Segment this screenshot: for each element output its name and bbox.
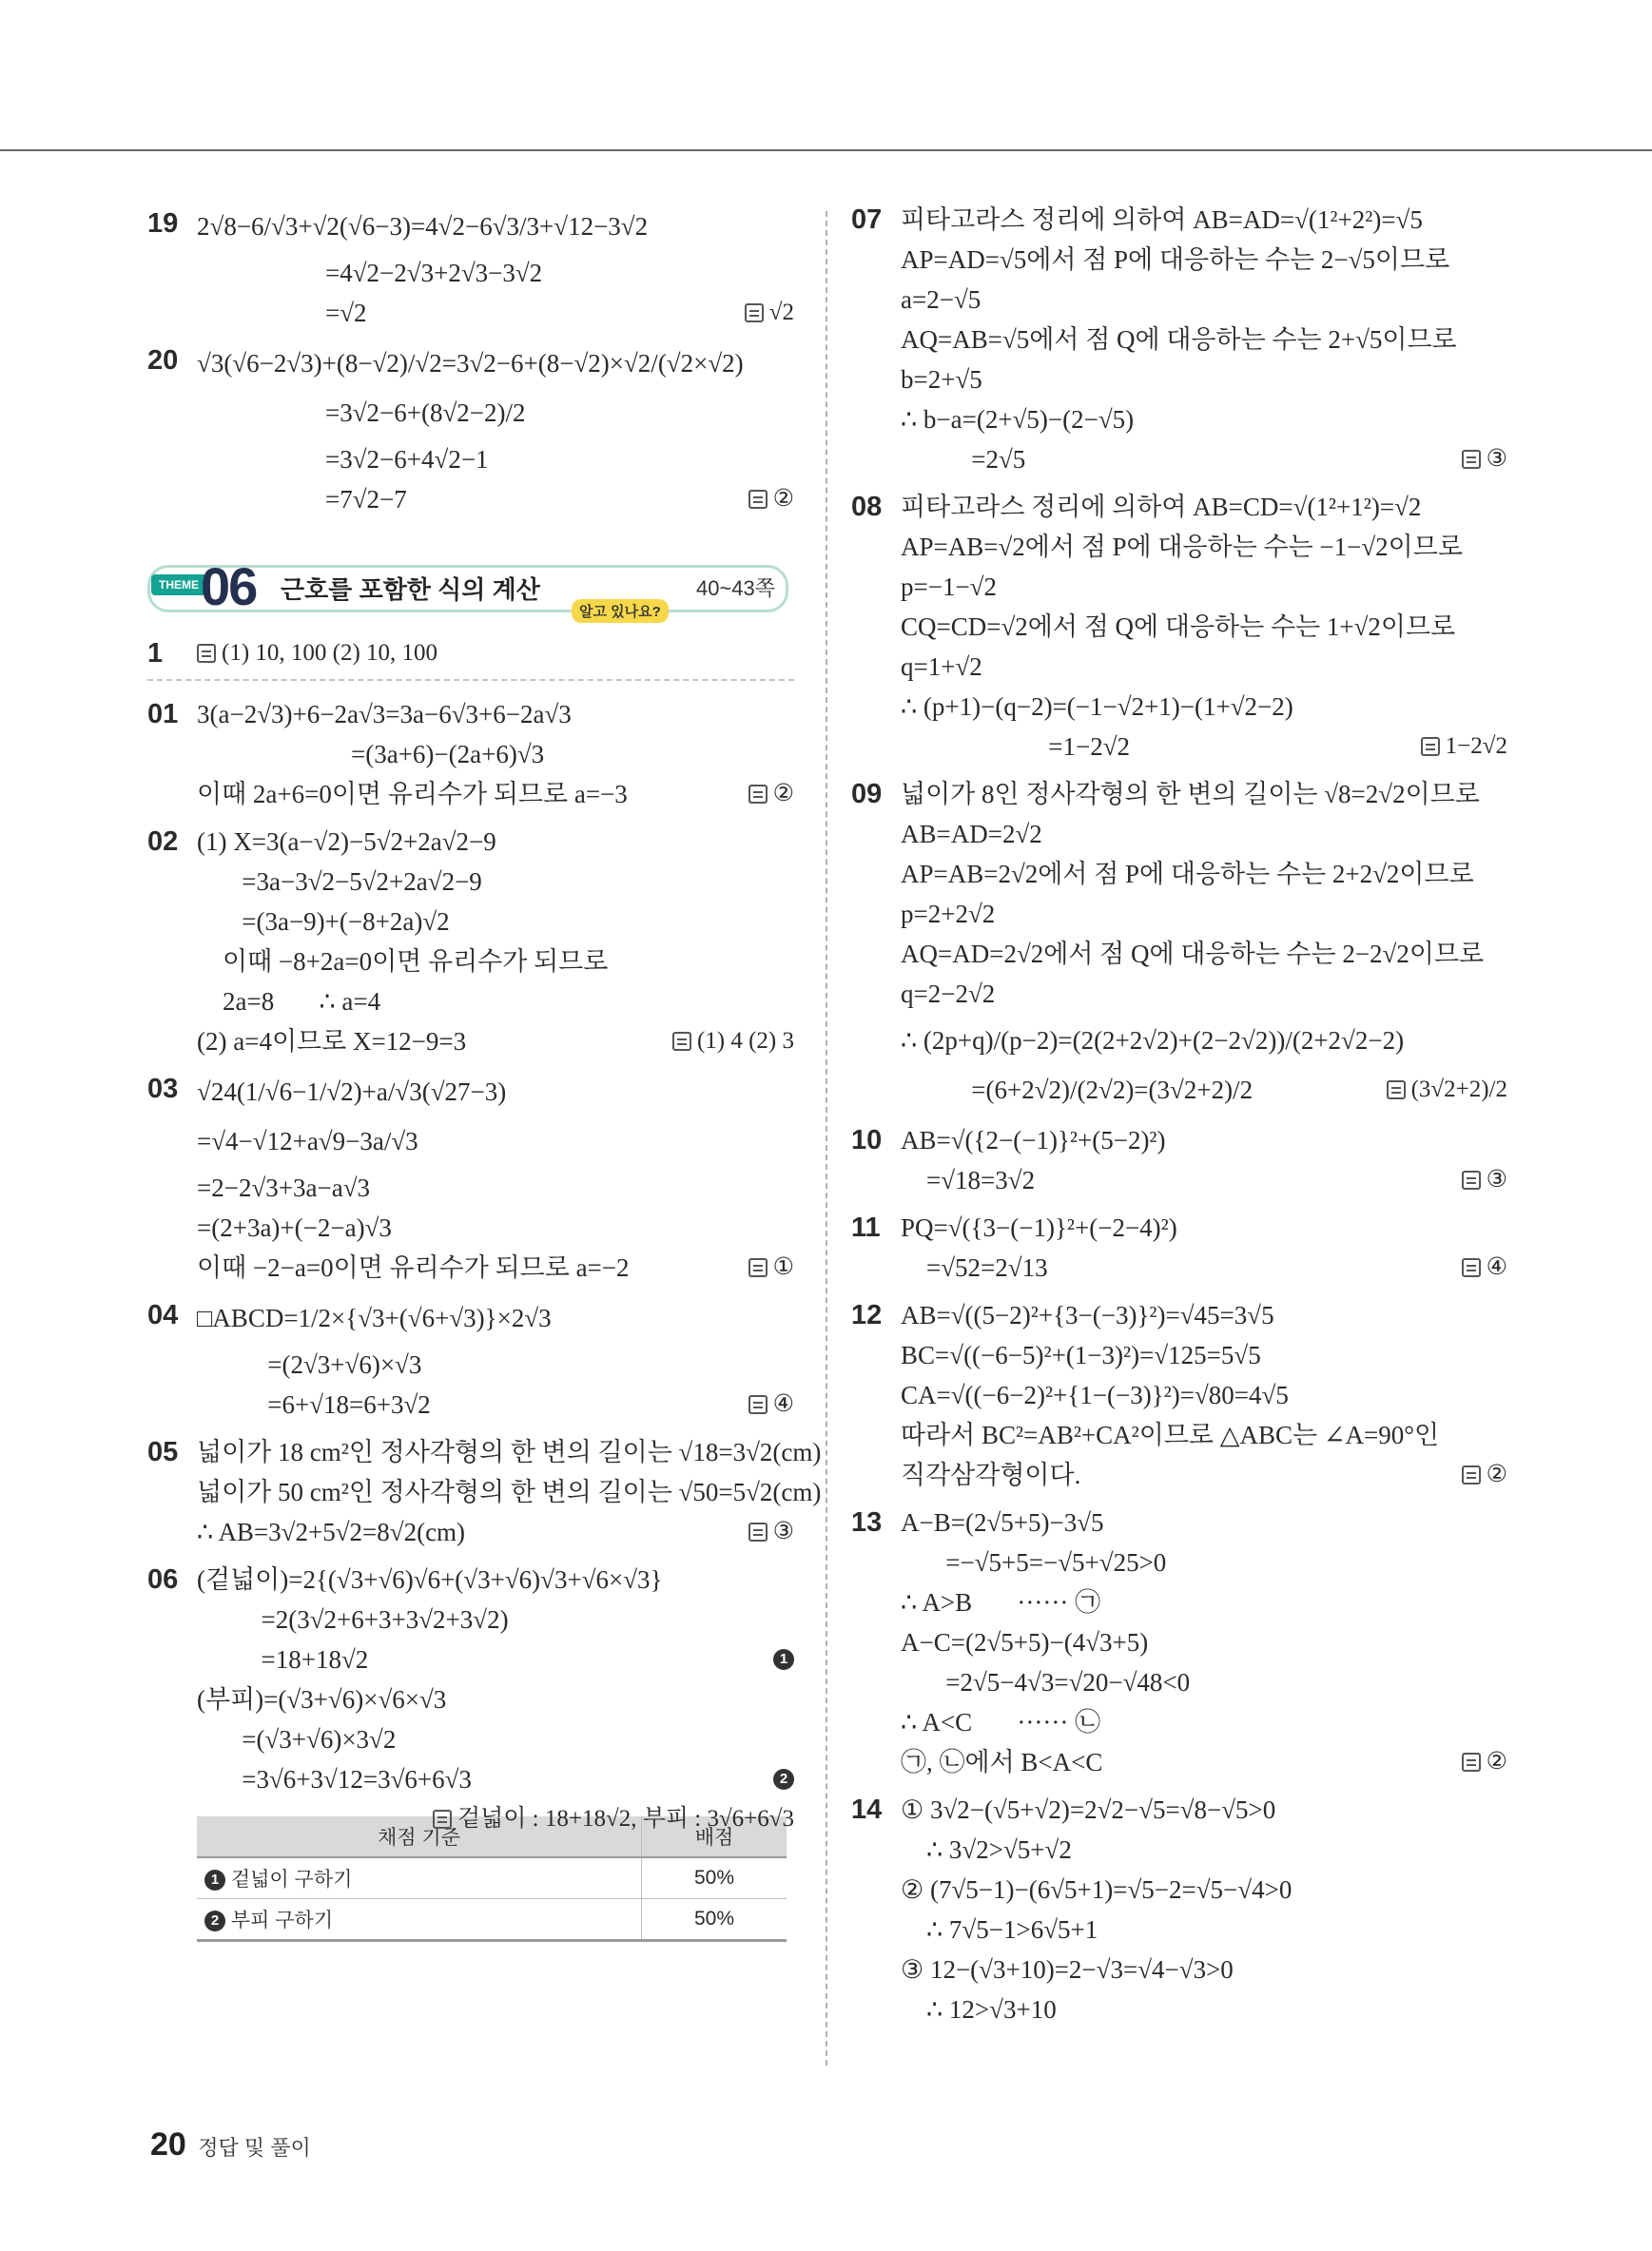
solution-line: [197, 694, 794, 734]
answer: [672, 1021, 794, 1061]
answer-text: ①: [772, 1254, 794, 1280]
answer: [745, 293, 794, 333]
solution-line: [197, 439, 794, 479]
solution-text: 이때 −2−a=0이면 유리수가 되므로 a=−2: [197, 1253, 630, 1282]
problem-number: 09: [851, 779, 883, 809]
solution-text: =3√6+3√12=3√6+6√3: [197, 1765, 472, 1794]
solution-line: [197, 293, 794, 333]
solution-line: [197, 1385, 794, 1425]
answer-icon: [672, 1032, 691, 1051]
solution-line: [901, 527, 1507, 567]
problem-number: 03: [147, 1074, 179, 1104]
solution-line: [197, 253, 794, 293]
solution-line: [197, 774, 794, 814]
answer: [748, 1248, 794, 1288]
solution-text: CA=√((−6−2)²+{1−(−3)}²)=√80=4√5: [901, 1381, 1289, 1409]
solution-text: 이때 −8+2a=0이면 유리수가 되므로: [197, 947, 609, 976]
solution-text: =2(3√2+6+3+3√2+3√2): [197, 1605, 509, 1634]
solution-text: =(2√3+√6)×√3: [197, 1350, 422, 1379]
solution-text: ∴ (p+1)−(q−2)=(−1−√2+1)−(1+√2−2): [901, 692, 1293, 721]
solution-text: 2√8−6/√3+√2(√6−3)=4√2−6√3/3+√12−3√2: [197, 212, 649, 241]
solution-text: (1) X=3(a−√2)−5√2+2a√2−9: [197, 827, 496, 856]
answer-text: ②: [1486, 1462, 1507, 1487]
solution-text: =3√2−6+4√2−1: [197, 445, 489, 474]
problem-02: [147, 822, 794, 1061]
solution-text: A−C=(2√5+5)−(4√3+5): [901, 1628, 1149, 1657]
solution-text: q=2−2√2: [901, 980, 996, 1008]
solution-line: [901, 1830, 1507, 1870]
answer-icon: [748, 1258, 768, 1277]
solution-text: 넓이가 18 cm²인 정사각형의 한 변의 길이는 √18=3√2(cm): [197, 1438, 822, 1466]
solution-text: =√52=2√13: [901, 1253, 1048, 1282]
answer: [1462, 1248, 1507, 1288]
score-points: 50%: [642, 1857, 787, 1899]
solution-text: =3a−3√2−5√2+2a√2−9: [197, 867, 482, 896]
problem-04: [147, 1295, 794, 1425]
theme-number: 06: [201, 556, 257, 616]
solution-text: ① 3√2−(√5+√2)=2√2−√5=√8−√5>0: [901, 1795, 1276, 1824]
solution-text: (겉넓이)=2{(√3+√6)√6+(√3+√6)√3+√6×√3}: [197, 1565, 663, 1594]
solution-text: ③ 12−(√3+10)=2−√3=√4−√3>0: [901, 1955, 1234, 1984]
answer-icon: [1462, 1753, 1481, 1772]
theme-pages: 40~43쪽: [695, 576, 775, 600]
problem-number: 08: [851, 492, 883, 522]
answer-text: ③: [772, 1519, 794, 1544]
answer-icon: [197, 644, 216, 663]
solution-line: [901, 1295, 1507, 1335]
solution-text: 넓이가 50 cm²인 정사각형의 한 변의 길이는 √50=5√2(cm): [197, 1478, 822, 1506]
answer-icon: [748, 1523, 768, 1542]
problem-number: 10: [851, 1125, 883, 1155]
answer: [1462, 439, 1507, 479]
solution-line: [901, 727, 1507, 767]
solution-text: □ABCD=1/2×{√3+(√6+√3)}×2√3: [197, 1304, 552, 1332]
answer-icon: [1387, 1080, 1406, 1099]
solution-line: [197, 1432, 822, 1472]
answer-text: 겉넓이 : 18+18√2, 부피 : 3√6+6√3: [457, 1806, 794, 1832]
solution-line: [197, 822, 794, 862]
solution-text: AP=AB=√2에서 점 P에 대응하는 수는 −1−√2이므로: [901, 533, 1463, 561]
solution-text: b=2+√5: [901, 365, 982, 394]
solution-text: 따라서 BC²=AB²+CA²이므로 △ABC는 ∠A=90°인: [901, 1421, 1440, 1449]
page-label: 정답 및 풀이: [198, 2136, 311, 2160]
problem-19: [147, 204, 794, 333]
answer-text: ②: [772, 781, 794, 806]
solution-line: [197, 1248, 794, 1288]
solution-line: [901, 1543, 1507, 1582]
solution-line: [197, 1719, 794, 1759]
problem-01: [147, 694, 794, 814]
step-marker: 2: [204, 1911, 225, 1931]
solution-text: p=2+2√2: [901, 900, 996, 928]
step-marker: 2: [773, 1769, 794, 1790]
solution-line: [197, 862, 794, 902]
left-problems-top: [147, 204, 794, 519]
solution-line: [901, 280, 1507, 320]
solution-line: [901, 320, 1507, 359]
solution-line: [901, 647, 1507, 687]
solution-text: =√2: [197, 299, 367, 327]
solution-text: AQ=AB=√5에서 점 Q에 대응하는 수는 2+√5이므로: [901, 325, 1457, 354]
solution-line: [197, 1679, 794, 1719]
solution-line: [197, 204, 794, 249]
answer: [433, 1799, 794, 1839]
problem-number: 20: [147, 345, 179, 376]
solution-line: [901, 399, 1507, 439]
problem-number: 06: [147, 1564, 179, 1595]
solution-text: (부피)=(√3+√6)×√6×√3: [197, 1685, 447, 1714]
solution-text: AB=AD=2√2: [901, 820, 1042, 848]
solution-text: =6+√18=6+3√2: [197, 1390, 431, 1419]
solution-text: ∴ 12>√3+10: [901, 1995, 1057, 2024]
solution-text: PQ=√({3−(−1)}²+(−2−4)²): [901, 1213, 1177, 1242]
problem-number: 12: [851, 1300, 883, 1330]
problem-03: [147, 1069, 794, 1288]
solution-line: [197, 340, 794, 386]
score-criteria: 겉넓이 구하기: [230, 1869, 353, 1891]
solution-line: [901, 1622, 1507, 1662]
answer: [1421, 727, 1507, 767]
solution-text: (2) a=4이므로 X=12−9=3: [197, 1027, 467, 1056]
solution-line: [901, 607, 1507, 647]
solution-text: ∴ 3√2>√5+√2: [901, 1835, 1072, 1864]
solution-text: 3(a−2√3)+6−2a√3=3a−6√3+6−2a√3: [197, 700, 572, 728]
solution-line: [901, 1120, 1507, 1160]
problem-number: 04: [147, 1300, 179, 1330]
solution-text: ∴ A>B ······ ㉠: [901, 1588, 1101, 1617]
page-number: 20: [150, 2126, 186, 2163]
answer-icon: [1421, 737, 1440, 756]
solution-text: a=2−√5: [901, 285, 981, 314]
solution-text: =√18=3√2: [901, 1166, 1036, 1194]
solution-line: [197, 1168, 794, 1208]
solution-line: [901, 359, 1507, 399]
solution-line: [901, 1335, 1507, 1375]
solution-line: [901, 240, 1507, 280]
solution-text: 이때 2a+6=0이면 유리수가 되므로 a=−3: [197, 780, 628, 808]
problem-number: 05: [147, 1437, 179, 1467]
problem-06: [147, 1560, 794, 1832]
solution-text: 피타고라스 정리에 의하여 AB=CD=√(1²+1²)=√2: [901, 493, 1422, 521]
problem-14: [851, 1790, 1507, 2029]
solution-text: ∴ b−a=(2+√5)−(2−√5): [901, 405, 1135, 434]
solution-text: =(6+2√2)/(2√2)=(3√2+2)/2: [901, 1076, 1254, 1104]
solution-line: [901, 974, 1507, 1014]
theme-header: [147, 556, 794, 620]
answer-text: 1−2√2: [1445, 733, 1507, 759]
answer: [748, 1385, 794, 1425]
solution-line: [197, 1295, 794, 1341]
solution-line: [901, 487, 1507, 527]
solution-line: [197, 1208, 794, 1248]
answer: [1462, 1742, 1507, 1782]
answer-text: (1) 4 (2) 3: [696, 1028, 794, 1054]
problem-number: 14: [851, 1795, 883, 1825]
problem-number: 07: [851, 204, 883, 235]
solution-line: [197, 1512, 794, 1552]
score-points: 50%: [642, 1899, 787, 1941]
solution-text: AB=√((5−2)²+{3−(−3)}²)=√45=3√5: [901, 1301, 1274, 1329]
answer-icon: [745, 303, 764, 322]
solution-line: [197, 734, 794, 774]
solution-text: √24(1/√6−1/√2)+a/√3(√27−3): [197, 1077, 507, 1106]
score-header-points: 배점: [642, 1816, 787, 1857]
solution-text: =(3a+6)−(2a+6)√3: [197, 740, 545, 768]
solution-line: [197, 981, 794, 1021]
solution-text: q=1+√2: [901, 652, 982, 681]
solution-line: [901, 894, 1507, 934]
answer: [748, 1512, 794, 1552]
solution-line: [901, 854, 1507, 894]
table-row: [197, 1857, 787, 1899]
solution-line: [901, 200, 1507, 240]
solution-line: [197, 1069, 794, 1115]
solution-line: [901, 687, 1507, 727]
solution-text: =(2+3a)+(−2−a)√3: [197, 1213, 392, 1242]
solution-line: [197, 941, 794, 981]
solution-text: =−√5+5=−√5+√25>0: [901, 1548, 1167, 1577]
problem-08: [851, 487, 1507, 767]
solution-text: 피타고라스 정리에 의하여 AB=AD=√(1²+2²)=√5: [901, 205, 1423, 234]
solution-text: ㉠, ㉡에서 B<A<C: [901, 1748, 1103, 1776]
problem-number: 11: [851, 1213, 881, 1243]
answer-icon: [748, 785, 768, 804]
score-header-criteria: 채점 기준: [197, 1816, 642, 1857]
solution-line: [901, 439, 1507, 479]
problem-number: 1: [147, 638, 164, 669]
solution-text: √3(√6−2√3)+(8−√2)/√2=3√2−6+(8−√2)×√2/(√2×√2): [197, 349, 744, 378]
problem-07: [851, 200, 1507, 479]
answer-icon: [748, 490, 768, 509]
solution-line: [901, 1375, 1507, 1415]
solution-text: =1−2√2: [901, 732, 1131, 761]
solution-text: 직각삼각형이다.: [901, 1461, 1081, 1489]
solution-text: AQ=AD=2√2에서 점 Q에 대응하는 수는 2−2√2이므로: [901, 940, 1485, 968]
answer: [1387, 1067, 1507, 1113]
solution-text: =2√5: [901, 445, 1026, 474]
problem-12: [851, 1295, 1507, 1495]
problem-10: [851, 1120, 1507, 1200]
solution-text: p=−1−√2: [901, 572, 997, 601]
solution-text: =(3a−9)+(−8+2a)√2: [197, 907, 450, 936]
solution-text: ② (7√5−1)−(6√5+1)=√5−2=√5−√4>0: [901, 1875, 1292, 1904]
problem-11: [851, 1208, 1507, 1288]
table-row: [197, 1899, 787, 1941]
solution-line: [901, 774, 1507, 814]
answer-text: ③: [1486, 446, 1507, 472]
solution-text: AB=√({2−(−1)}²+(5−2)²): [901, 1126, 1166, 1155]
solution-text: AP=AD=√5에서 점 P에 대응하는 수는 2−√5이므로: [901, 245, 1450, 274]
solution-line: [901, 1790, 1507, 1830]
solution-line: [901, 1503, 1507, 1543]
solution-line: [901, 1702, 1507, 1742]
answer-text: ②: [1486, 1749, 1507, 1775]
solution-line: [197, 1472, 822, 1512]
solution-text: BC=√((−6−5)²+(1−3)²)=√125=5√5: [901, 1341, 1261, 1369]
solution-text: 2a=8 ∴ a=4: [197, 987, 381, 1016]
answer-text: ③: [1486, 1167, 1507, 1193]
solution-text: =18+18√2: [197, 1645, 369, 1674]
solution-text: 넓이가 8인 정사각형의 한 변의 길이는 √8=2√2이므로: [901, 780, 1480, 808]
solution-line: [197, 1021, 794, 1061]
solution-line: [197, 902, 794, 941]
solution-text: =2√5−4√3=√20−√48<0: [901, 1668, 1191, 1697]
solution-text: ∴ 7√5−1>6√5+1: [901, 1915, 1098, 1944]
answer-icon: [1462, 1171, 1481, 1190]
answer-text: √2: [768, 300, 794, 325]
solution-line: [901, 1208, 1507, 1248]
score-criteria: 부피 구하기: [230, 1910, 334, 1931]
solution-line: [197, 479, 794, 519]
solution-text: ∴ (2p+q)/(p−2)=(2(2+2√2)+(2−2√2))/(2+2√2−2): [901, 1026, 1405, 1055]
problem-09: [851, 774, 1507, 1113]
solution-text: ∴ A<C ······ ㉡: [901, 1708, 1101, 1737]
answer: [748, 774, 794, 814]
solution-line: [197, 1118, 794, 1164]
problem-1-answer: (1) 10, 100 (2) 10, 100: [222, 640, 438, 666]
step-marker: 1: [773, 1649, 794, 1670]
solution-line: [901, 1950, 1507, 1989]
theme-tag: THEME: [151, 574, 206, 595]
right-column: [851, 200, 1507, 2037]
problem-05: [147, 1432, 822, 1552]
answer-text: ④: [772, 1391, 794, 1417]
solution-line: [901, 1910, 1507, 1950]
solution-line: [901, 1067, 1507, 1113]
problem-1: [147, 633, 794, 681]
solution-line: [901, 934, 1507, 974]
right-problems: [851, 200, 1507, 2029]
solution-line: [901, 1662, 1507, 1702]
solution-text: AP=AB=2√2에서 점 P에 대응하는 수는 2+2√2이므로: [901, 860, 1474, 888]
solution-line: [901, 1018, 1507, 1063]
theme-badge: 알고 있나요?: [572, 599, 669, 623]
left-column: [147, 200, 822, 1942]
solution-line: [901, 814, 1507, 854]
answer-text: ②: [772, 486, 794, 512]
solution-text: =(√3+√6)×3√2: [197, 1725, 397, 1754]
problem-number: 01: [147, 699, 179, 729]
solution-line: [197, 390, 794, 436]
left-problems-bottom: [147, 694, 822, 1832]
problem-number: 02: [147, 826, 179, 857]
solution-line: [901, 567, 1507, 607]
solution-text: ∴ AB=3√2+5√2=8√2(cm): [197, 1518, 466, 1546]
solution-line: [197, 1560, 794, 1600]
problem-20: [147, 340, 794, 519]
solution-line: [901, 1415, 1507, 1455]
problem-13: [851, 1503, 1507, 1782]
problem-number: 19: [147, 208, 179, 239]
answer-icon: [748, 1395, 768, 1414]
answer: [1462, 1160, 1507, 1200]
solution-text: =4√2−2√3+2√3−3√2: [197, 259, 543, 287]
solution-line: [197, 1759, 794, 1799]
solution-line: [901, 1582, 1507, 1622]
solution-text: =3√2−6+(8√2−2)/2: [197, 398, 526, 427]
solution-line: [197, 1640, 794, 1679]
header-rule: [0, 149, 1652, 151]
solution-text: =2−2√3+3a−a√3: [197, 1174, 371, 1202]
column-divider: [826, 211, 827, 2066]
answer: [1462, 1455, 1507, 1495]
solution-text: CQ=CD=√2에서 점 Q에 대응하는 수는 1+√2이므로: [901, 612, 1456, 641]
answer-text: (3√2+2)/2: [1410, 1077, 1507, 1102]
solution-line: [197, 1345, 794, 1385]
solution-line: [197, 1600, 794, 1640]
problem-number: 13: [851, 1507, 883, 1538]
solution-line: [901, 1160, 1507, 1200]
solution-text: A−B=(2√5+5)−3√5: [901, 1508, 1104, 1537]
solution-text: =√4−√12+a√9−3a/√3: [197, 1127, 418, 1155]
answer-icon: [433, 1810, 452, 1829]
answer-icon: [1462, 1258, 1481, 1277]
answer-icon: [1462, 450, 1481, 469]
answer-text: ④: [1486, 1254, 1507, 1280]
solution-text: =7√2−7: [197, 485, 407, 514]
answer: [748, 479, 794, 519]
solution-line: [901, 1870, 1507, 1910]
solution-line: [901, 1742, 1507, 1782]
theme-title: 근호를 포함한 식의 계산: [281, 575, 540, 604]
solution-line: [901, 1248, 1507, 1288]
solution-line: [901, 1989, 1507, 2029]
solution-line: [901, 1455, 1507, 1495]
page-footer: [150, 2126, 311, 2164]
step-marker: 1: [204, 1870, 225, 1891]
answer-icon: [1462, 1465, 1481, 1484]
